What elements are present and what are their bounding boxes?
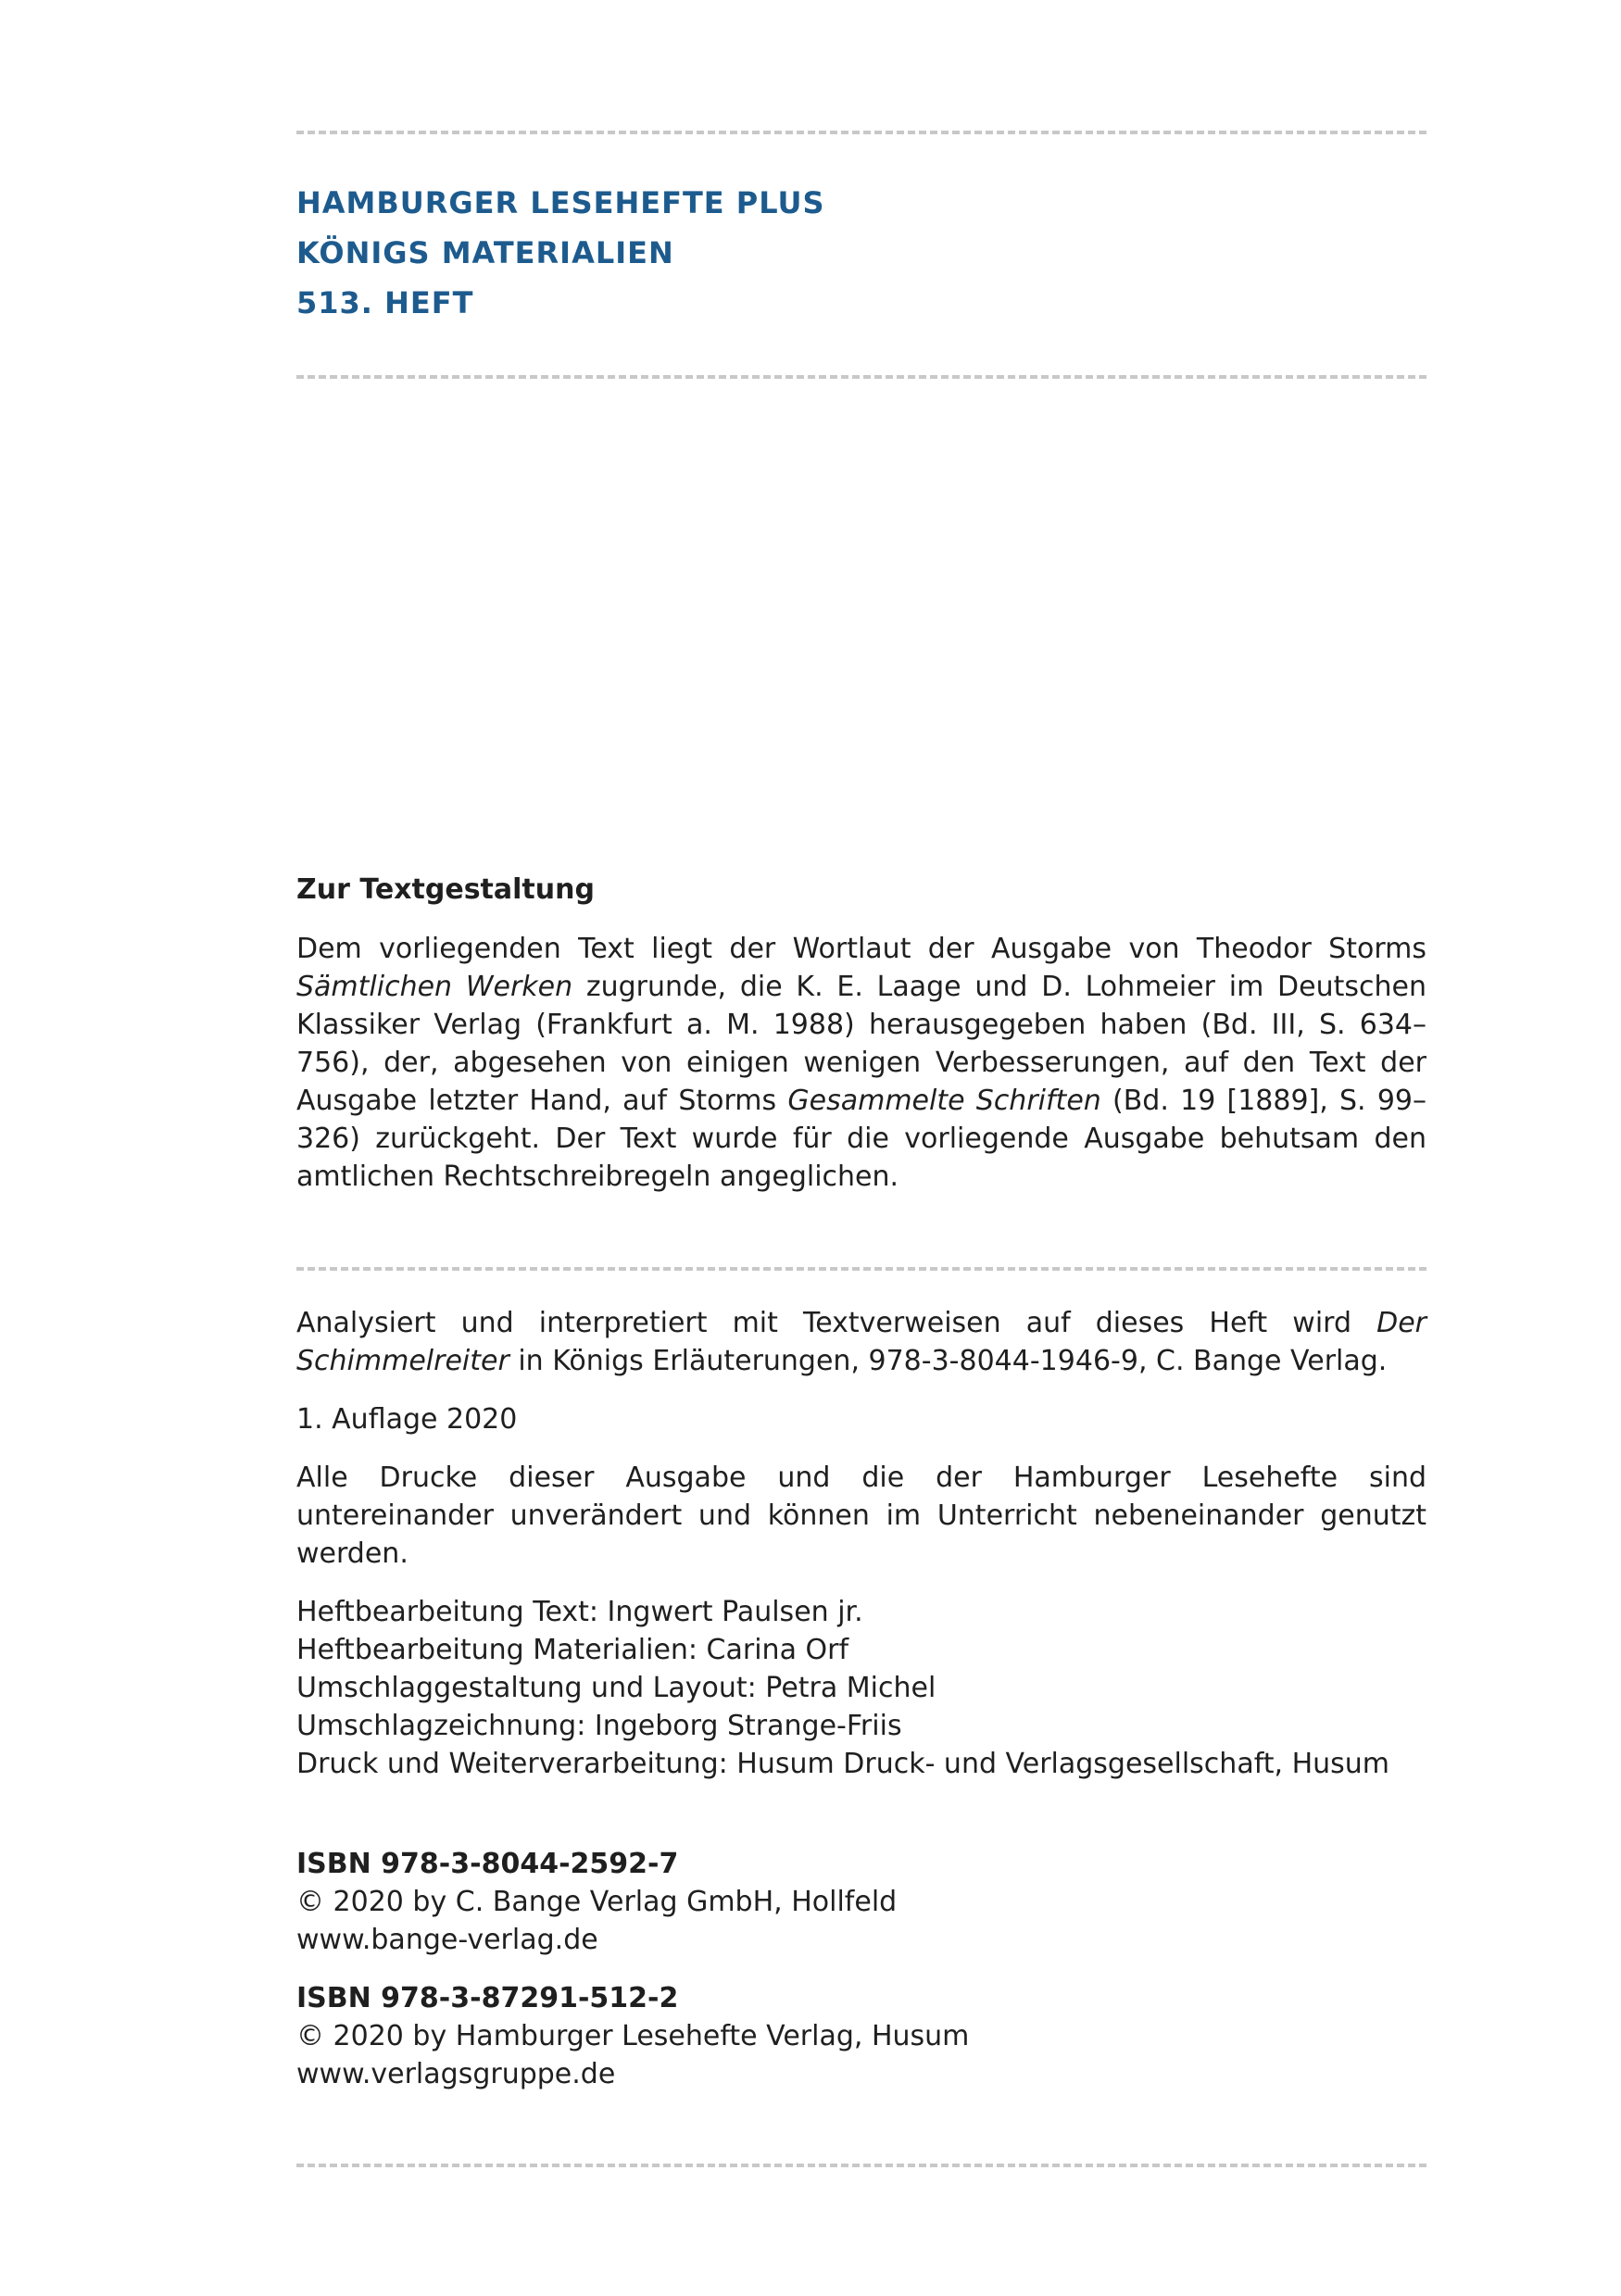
credit-line: Umschlaggestaltung und Layout: Petra Michel [296,1672,936,1704]
isbn-number: ISBN 978-3-8044-2592-7 [296,1848,679,1880]
credits-list [296,1593,1426,1783]
text-run: (Bd. 19 [1889], S. 99–326) zurückgeht. Der Text wurde für die vorliegende Ausgabe behutsam den amtlichen Rechtschreibregeln angeglichen. [296,1085,1426,1193]
series-subtitle: KÖNIGS MATERIALIEN [296,235,674,270]
section-heading: Zur Textgestaltung [296,873,595,906]
series-title-block [296,178,1426,328]
publisher-entry [296,1845,1426,1959]
dashed-divider [296,131,1426,134]
dashed-divider [296,2164,1426,2167]
credit-line: Umschlagzeichnung: Ingeborg Strange-Friis [296,1710,902,1742]
isbn-number: ISBN 978-3-87291-512-2 [296,1982,679,2014]
book-title-italic: Gesammelte Schriften [787,1085,1101,1117]
publisher-entry [296,1979,1426,2093]
series-title: HAMBURGER LESEHEFTE PLUS [296,185,825,220]
publisher-url[interactable]: www.verlagsgruppe.de [296,2058,616,2090]
text-notes-section [296,871,1426,1196]
text-run: Dem vorliegenden Text liegt der Wortlaut der Ausgabe von Theodor Storms [296,933,1426,965]
issue-number: 513. HEFT [296,285,474,320]
credit-line: Druck und Weiterverarbeitung: Husum Druck- und Verlagsgesellschaft, Husum [296,1748,1390,1780]
credit-line: Heftbearbeitung Materialien: Carina Orf [296,1634,849,1666]
dashed-divider [296,375,1426,379]
text-run: Analysiert und interpretiert mit Textverweisen auf dieses Heft wird [296,1307,1377,1339]
publisher-url[interactable]: www.bange-verlag.de [296,1924,598,1956]
dashed-divider [296,1267,1426,1271]
text-run: in Königs Erläuterungen, 978-3-8044-1946-9, C. Bange Verlag. [509,1345,1388,1377]
text-notes-paragraph [296,930,1426,1196]
credit-line: Heftbearbeitung Text: Ingwert Paulsen jr. [296,1596,863,1628]
edition-line: 1. Auflage 2020 [296,1403,518,1436]
book-title-italic: Der Schimmelreiter [296,1307,1426,1377]
book-title-italic: Sämtlichen Werken [296,971,573,1003]
text-run: zugrunde, die K. E. Laage und D. Lohmeier im Deutschen Klassiker Verlag (Frankfurt a. M. 1988) herausgegeben haben (Bd. III, S. 634–756), der, abgesehen von einigen wenigen Verbesserungen, auf den Text der Ausgabe letzter Hand, auf Storms [296,971,1426,1117]
copyright-line: © 2020 by Hamburger Lesehefte Verlag, Husum [296,2020,970,2052]
copyright-line: © 2020 by C. Bange Verlag GmbH, Hollfeld [296,1886,898,1918]
isbn-section [296,1845,1426,2114]
imprint-section [296,1304,1426,1783]
compatibility-note: Alle Drucke dieser Ausgabe und die der Hamburger Lesehefte sind untereinander unverändert und können im Unterricht nebeneinander genutzt werden. [296,1462,1426,1570]
analysis-note [296,1304,1426,1380]
